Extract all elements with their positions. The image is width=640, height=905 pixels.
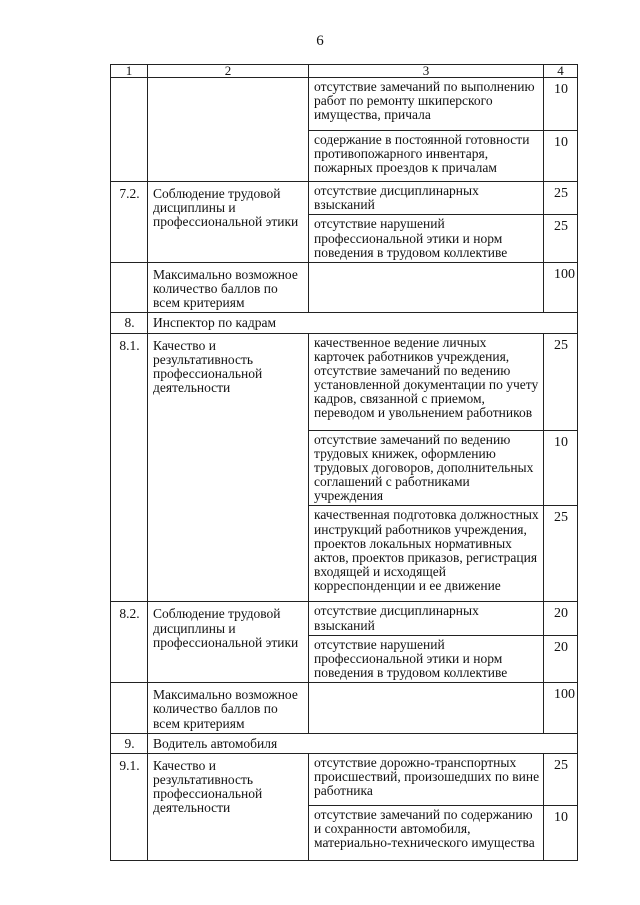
category-cell: Соблюдение трудовой дисциплины и профессиональной этики — [148, 602, 309, 683]
category-cell: Максимально возможное количество баллов по всем критериям — [148, 262, 309, 313]
row-number: 8.2. — [111, 602, 148, 683]
criterion-cell: отсутствие дисциплинарных взысканий — [309, 182, 544, 215]
row-number: 9.1. — [111, 753, 148, 860]
criterion-cell: отсутствие дисциплинарных взысканий — [309, 602, 544, 635]
score-cell: 10 — [544, 131, 578, 182]
criterion-cell: отсутствие замечаний по выполнению работ по ремонту шкиперского имущества, причала — [309, 78, 544, 131]
table-row — [111, 333, 578, 430]
header-cell: 1 — [111, 65, 148, 78]
score-cell: 100 — [544, 683, 578, 734]
section-row — [111, 313, 578, 333]
row-number — [111, 262, 148, 313]
section-number: 9. — [111, 733, 148, 753]
table-row — [111, 262, 578, 313]
criterion-cell: содержание в постоянной готовности противопожарного инвентаря, пожарных проездов к причалам — [309, 131, 544, 182]
category-cell: Соблюдение трудовой дисциплины и профессиональной этики — [148, 182, 309, 263]
header-cell: 3 — [309, 65, 544, 78]
header-row — [111, 65, 578, 78]
score-cell: 25 — [544, 215, 578, 263]
category-cell — [148, 78, 309, 182]
criterion-cell — [309, 683, 544, 734]
table-row — [111, 182, 578, 215]
criterion-cell: отсутствие нарушений профессиональной этики и норм поведения в трудовом коллективе — [309, 215, 544, 263]
score-cell: 10 — [544, 78, 578, 131]
row-number: 8.1. — [111, 333, 148, 602]
header-cell: 4 — [544, 65, 578, 78]
row-number: 7.2. — [111, 182, 148, 263]
table-row — [111, 753, 578, 805]
category-cell: Качество и результативность профессиональной деятельности — [148, 333, 309, 602]
section-title: Водитель автомобиля — [148, 733, 578, 753]
criterion-cell: отсутствие замечаний по ведению трудовых книжек, оформлению трудовых договоров, дополнительных соглашений с работниками учреждения — [309, 430, 544, 506]
table-row — [111, 602, 578, 635]
score-cell: 20 — [544, 635, 578, 683]
criteria-table — [110, 64, 578, 861]
score-cell: 10 — [544, 430, 578, 506]
score-cell: 25 — [544, 333, 578, 430]
page-number: 6 — [316, 33, 324, 49]
table-row — [111, 683, 578, 734]
row-number — [111, 683, 148, 734]
criterion-cell — [309, 262, 544, 313]
row-number — [111, 78, 148, 182]
score-cell: 25 — [544, 753, 578, 805]
score-cell: 20 — [544, 602, 578, 635]
section-number: 8. — [111, 313, 148, 333]
category-cell: Качество и результативность профессиональной деятельности — [148, 753, 309, 860]
header-cell: 2 — [148, 65, 309, 78]
criterion-cell: качественная подготовка должностных инструкций работников учреждения, проектов локальных нормативных актов, проектов приказов, регистрация входящей и исходящей корреспонденции и ее движение — [309, 506, 544, 602]
score-cell: 10 — [544, 805, 578, 860]
section-row — [111, 733, 578, 753]
table-row — [111, 78, 578, 131]
criterion-cell: качественное ведение личных карточек работников учреждения, отсутствие замечаний по ведению установленной документации по учету кадров, связанной с приемом, переводом и увольнением работников — [309, 333, 544, 430]
score-cell: 25 — [544, 506, 578, 602]
section-title: Инспектор по кадрам — [148, 313, 578, 333]
score-cell: 100 — [544, 262, 578, 313]
category-cell: Максимально возможное количество баллов по всем критериям — [148, 683, 309, 734]
criterion-cell: отсутствие замечаний по содержанию и сохранности автомобиля, материально-технического имущества — [309, 805, 544, 860]
criterion-cell: отсутствие дорожно-транспортных происшествий, произошедших по вине работника — [309, 753, 544, 805]
criterion-cell: отсутствие нарушений профессиональной этики и норм поведения в трудовом коллективе — [309, 635, 544, 683]
score-cell: 25 — [544, 182, 578, 215]
